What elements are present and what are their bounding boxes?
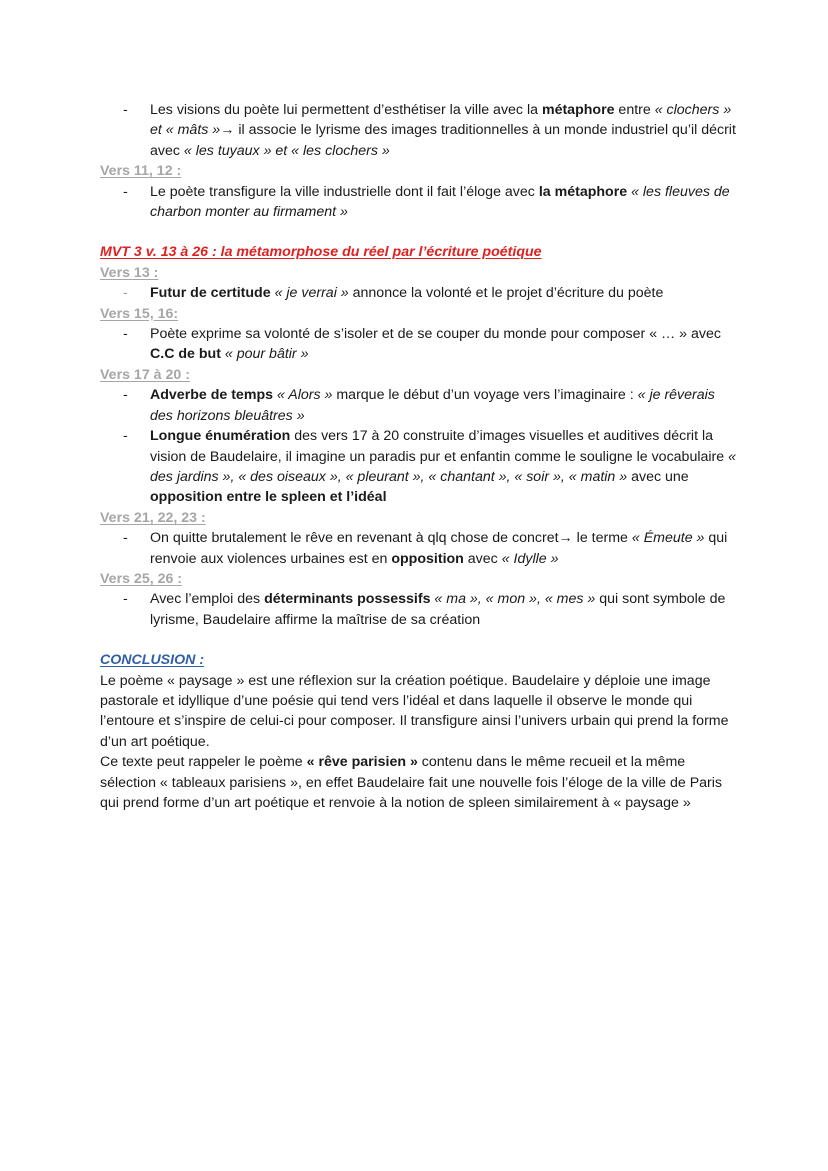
text-run: marque le début d’un voyage vers l’imaginaire : <box>332 387 638 404</box>
conclusion-heading: CONCLUSION : <box>100 652 205 669</box>
bold-term: opposition entre le spleen et l’idéal <box>150 489 387 506</box>
bullet-dash: - <box>123 326 128 343</box>
text-run: des vers 17 à 20 construite d’images visuelles et auditives décrit la vision de Baudelaire, il imagine un paradis pur et enfantin comme le souligne le vocabulaire <box>150 428 729 465</box>
bold-term: la métaphore <box>538 183 628 200</box>
section-heading-vers-11-12: Vers 11, 12 : <box>100 163 182 180</box>
bold-term: Longue énumération <box>150 428 291 445</box>
section-heading-vers-13: Vers 13 : <box>100 264 159 281</box>
list-item-vers-13 <box>100 283 740 303</box>
list-item-vers-17-20-enumeration <box>100 426 740 508</box>
bold-term: déterminants possessifs <box>264 591 431 608</box>
list-item-vers-21-23 <box>100 528 740 569</box>
text-run: On quitte brutalement le rêve en revenant à qlq chose de concret <box>150 530 559 547</box>
section-heading-vers-15-16: Vers 15, 16: <box>100 305 179 322</box>
bullet-dash: - <box>123 428 128 445</box>
text-run: qui sont symbole de lyrisme, Baudelaire affirme la maîtrise de sa création <box>150 591 726 628</box>
bold-term: métaphore <box>541 102 615 118</box>
quote: « les tuyaux » et « les clochers » <box>183 142 390 159</box>
bold-term: opposition <box>391 550 464 567</box>
text-run: annonce la volonté et le projet d’écriture du poète <box>348 285 664 302</box>
text-run: Les visions du poète lui permettent d’esthétiser la ville avec la <box>150 102 542 118</box>
text-run: avec une <box>627 468 689 485</box>
quote: « Idylle » <box>501 550 559 567</box>
bold-term: C.C de but <box>150 346 221 363</box>
bold-term: « rêve parisien » <box>306 754 418 771</box>
text-run: Ce texte peut rappeler le poème <box>100 754 307 771</box>
bullet-dash: - <box>123 102 128 118</box>
arrow-icon: → <box>220 122 235 139</box>
quote: « les fleuves de charbon monter au firmament » <box>150 183 730 221</box>
conclusion-paragraph-1: Le poème « paysage » est une réflexion sur la création poétique. Baudelaire y déploie une image pastorale et idyllique d’une poésie qui tend vers l’idéal et dans laquelle il observe le monde qui l’entoure et s’inspire de celui-ci pour composer. Il transfigure ainsi l’univers urbain qui prend la forme d’un art poétique. <box>100 672 729 750</box>
list-item-vers-25-26 <box>100 589 740 630</box>
bold-term: Futur de certitude <box>150 285 271 302</box>
quote: « je verrai » <box>274 285 349 302</box>
list-item-visions <box>100 100 740 161</box>
text-run: contenu dans le même recueil et la même sélection « tableaux parisiens », en effet Baudelaire fait une nouvelle fois l’éloge de la ville de Paris qui prend forme d’un art poétique et renvoie à la notion de spleen similairement à « paysage » <box>100 754 723 811</box>
quote: « pour bâtir » <box>224 346 309 363</box>
bullet-dash: - <box>123 285 128 302</box>
text-run: avec <box>463 550 502 567</box>
bullet-dash: - <box>123 530 128 547</box>
text-run: Avec l’emploi des <box>150 591 265 608</box>
quote: « Alors » <box>276 387 333 404</box>
section-heading-vers-21-23: Vers 21, 22, 23 : <box>100 509 206 526</box>
list-item-text <box>150 385 740 426</box>
arrow-icon: → <box>558 530 573 547</box>
list-item-text <box>150 283 740 303</box>
text-run: Poète exprime sa volonté de s’isoler et de se couper du monde pour composer « … » avec <box>150 326 721 343</box>
section-heading-vers-17-20: Vers 17 à 20 : <box>100 366 190 383</box>
text-run: Le poète transfigure la ville industrielle dont il fait l’éloge avec <box>150 183 539 200</box>
bold-term: Adverbe de temps <box>150 387 273 404</box>
text-run: qui renvoie aux violences urbaines est en <box>150 530 728 567</box>
bullet-dash: - <box>123 591 128 608</box>
list-item-vers-15-16 <box>100 324 740 365</box>
list-item-vers-17-20-adverbe <box>100 385 740 426</box>
list-item-vers-11-12 <box>100 182 740 223</box>
conclusion-paragraph-2 <box>100 752 740 813</box>
movement-heading: MVT 3 v. 13 à 26 : la métamorphose du réel par l’écriture poétique <box>100 244 542 261</box>
quote: « ma », « mon », « mes » <box>434 591 596 608</box>
text-run: le terme <box>572 530 632 547</box>
list-item-text <box>150 589 740 630</box>
list-item-text <box>150 182 740 223</box>
bullet-dash: - <box>123 387 128 404</box>
text-run: entre <box>614 102 655 118</box>
section-heading-vers-25-26: Vers 25, 26 : <box>100 570 183 587</box>
bullet-dash: - <box>123 183 128 200</box>
quote: « je rêverais des horizons bleuâtres » <box>150 387 715 424</box>
quote: « des jardins », « des oiseaux », « pleurant », « chantant », « soir », « matin » <box>150 448 736 485</box>
text-run: il associe le lyrisme des images traditionnelles à un monde industriel qu’il décrit avec <box>150 122 736 159</box>
list-item-text <box>150 426 740 508</box>
list-item-text <box>150 100 740 161</box>
quote: « Émeute » <box>631 530 705 547</box>
document-page <box>100 100 740 813</box>
list-item-text <box>150 324 740 365</box>
quote: « clochers » et « mâts » <box>150 102 732 139</box>
list-item-text <box>150 528 740 569</box>
